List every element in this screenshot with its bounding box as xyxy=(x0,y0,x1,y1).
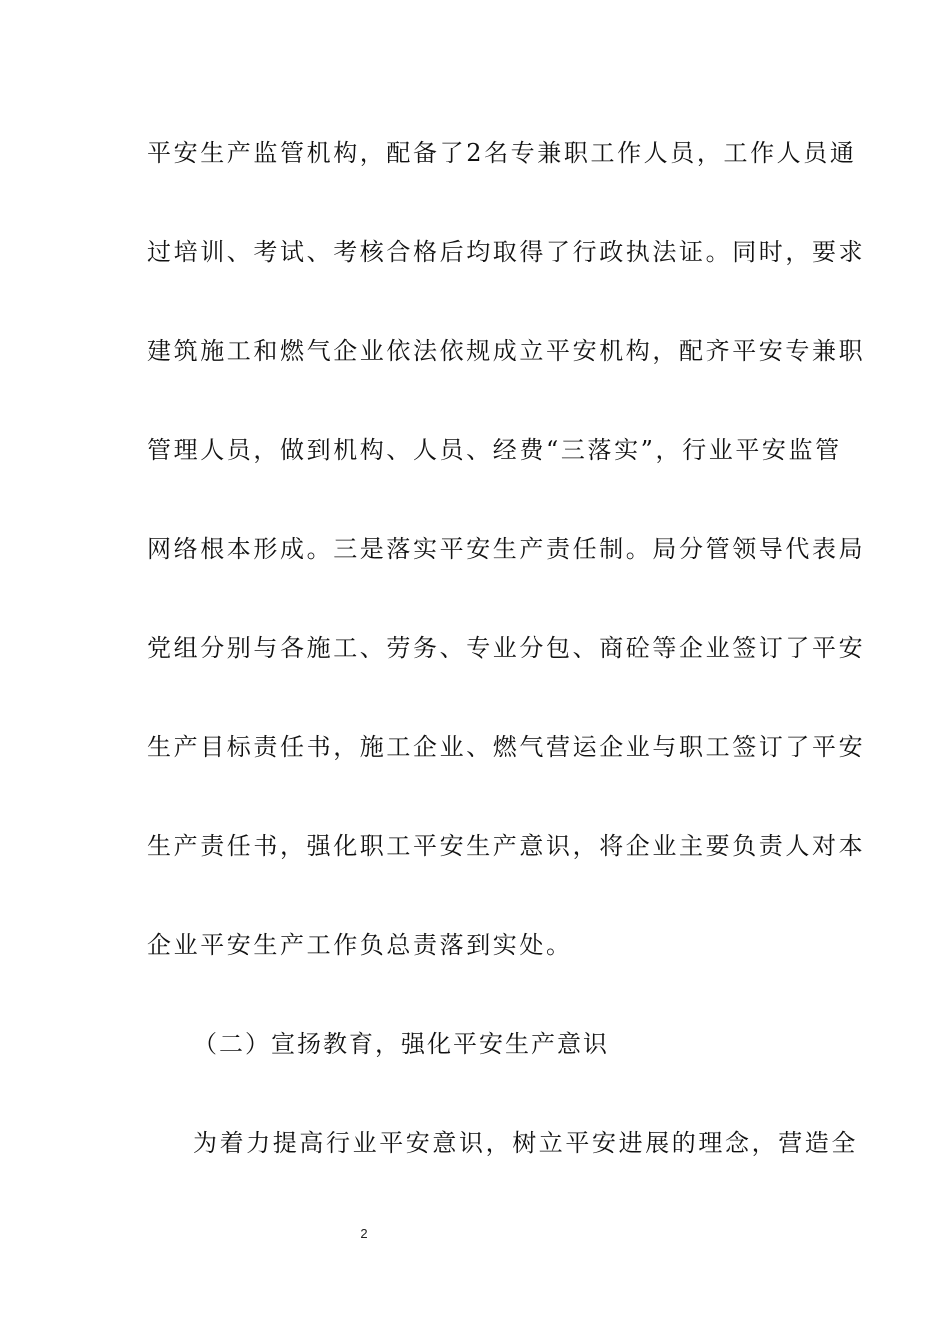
body-text-line-9: 企业平安生产工作负总责落到实处。 xyxy=(147,931,573,959)
body-text-line-4: 管理人员，做到机构、人员、经费“三落实”，行业平安监管 xyxy=(147,436,842,464)
page-number: 2 xyxy=(360,1226,368,1241)
body-text-line-3: 建筑施工和燃气企业依法依规成立平安机构，配齐平安专兼职 xyxy=(147,337,866,365)
body-text-line-6: 党组分别与各施工、劳务、专业分包、商砼等企业签订了平安 xyxy=(147,634,866,662)
body-text-line-2: 过培训、考试、考核合格后均取得了行政执法证。同时，要求 xyxy=(147,238,866,266)
body-text-line-1: 平安生产监管机构，配备了2名专兼职工作人员，工作人员通 xyxy=(147,139,857,167)
body-text-line-7: 生产目标责任书，施工企业、燃气营运企业与职工签订了平安 xyxy=(147,733,866,761)
body-text-line-8: 生产责任书，强化职工平安生产意识，将企业主要负责人对本 xyxy=(147,832,866,860)
body-text-line-5: 网络根本形成。三是落实平安生产责任制。局分管领导代表局 xyxy=(147,535,866,563)
section-heading: （二）宣扬教育，强化平安生产意识 xyxy=(193,1030,609,1058)
paragraph-first-line: 为着力提高行业平安意识，树立平安进展的理念，营造全 xyxy=(193,1129,858,1157)
